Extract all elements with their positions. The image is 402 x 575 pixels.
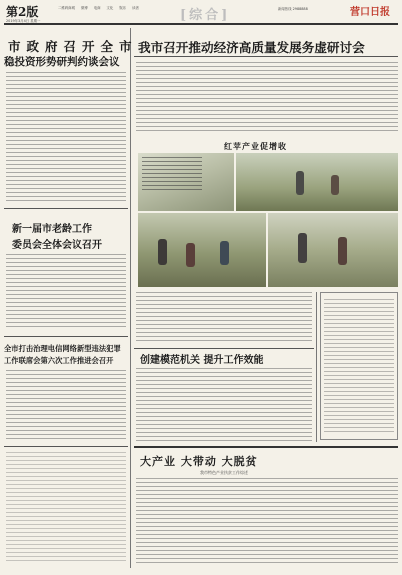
bottom-rule xyxy=(134,446,398,448)
nav-item[interactable]: 娱乐 xyxy=(119,6,127,10)
left-mid-headline-2: 委员会全体会议召开 xyxy=(12,240,102,251)
sidebar-box-body xyxy=(324,299,394,435)
photo-figure xyxy=(186,243,195,267)
nav-item[interactable]: 微博 xyxy=(80,6,88,10)
left-headline-1: 市政府召开全市 xyxy=(8,39,138,54)
bottom-subheadline: 我市特色产业扶贫工作综述 xyxy=(200,470,248,475)
photo-bottom-right xyxy=(268,213,398,287)
photo-figure xyxy=(158,239,167,265)
masthead xyxy=(0,0,402,30)
date-line: 2019年3月4日 星期一 xyxy=(6,19,41,23)
left-mid-headline-1: 新一届市老龄工作 xyxy=(12,224,92,235)
left-rule-2 xyxy=(4,336,128,337)
photo-large xyxy=(138,153,234,211)
photo-feature-title: 红苹产业促增收 xyxy=(224,141,287,151)
photo-figure xyxy=(331,175,339,195)
mid-headline: 创建模范机关 提升工作效能 xyxy=(140,355,264,366)
photo-figure xyxy=(298,233,307,263)
left-rule-1 xyxy=(4,208,128,209)
left-article-body-4 xyxy=(6,452,126,562)
nav-item[interactable]: 文化 xyxy=(106,6,114,10)
bottom-article-body xyxy=(136,478,398,566)
nav-item[interactable]: 二维码商城 xyxy=(58,6,75,10)
photo-caption xyxy=(142,157,202,193)
page-label: 第2版 xyxy=(6,5,39,19)
left-article-body-1 xyxy=(6,72,126,204)
left-low-headline-2: 工作联席会第六次工作推进会召开 xyxy=(4,356,114,365)
left-rule-3 xyxy=(4,446,128,447)
left-low-headline-1: 全市打击治理电信网络新型违法犯罪 xyxy=(4,344,121,353)
main-article-body xyxy=(136,62,398,134)
nav-item[interactable]: 读者 xyxy=(132,6,139,10)
masthead-rule xyxy=(4,23,398,25)
main-headline-rule xyxy=(134,56,398,57)
sidebar-box xyxy=(320,292,398,440)
left-article-body-3 xyxy=(6,370,126,440)
mid-headline-rule xyxy=(134,348,314,349)
left-headline-2: 稳投资形势研判约谈会议 xyxy=(4,56,120,68)
photo-figure xyxy=(296,171,304,195)
section-title: [综合] xyxy=(180,8,231,23)
paper-logo: 营口日报 xyxy=(350,7,390,18)
photo-bottom-left xyxy=(138,213,266,287)
section-label: 综合 xyxy=(189,8,222,23)
photo-top-right xyxy=(236,153,398,211)
mid-article-body-1 xyxy=(136,292,312,344)
nav-bar xyxy=(58,5,139,10)
contact-line: 新闻热线 2988888 xyxy=(278,7,308,11)
mid-divider xyxy=(316,292,317,442)
photo-figure xyxy=(338,237,347,265)
photo-figure xyxy=(220,241,229,265)
mid-article-body-2 xyxy=(136,368,312,442)
column-divider xyxy=(130,28,131,568)
nav-item[interactable]: 电商 xyxy=(93,6,101,10)
bottom-headline: 大产业 大带动 大脱贫 xyxy=(140,455,258,468)
main-headline: 我市召开推动经济高质量发展务虚研讨会 xyxy=(138,40,365,55)
left-article-body-2 xyxy=(6,254,126,330)
